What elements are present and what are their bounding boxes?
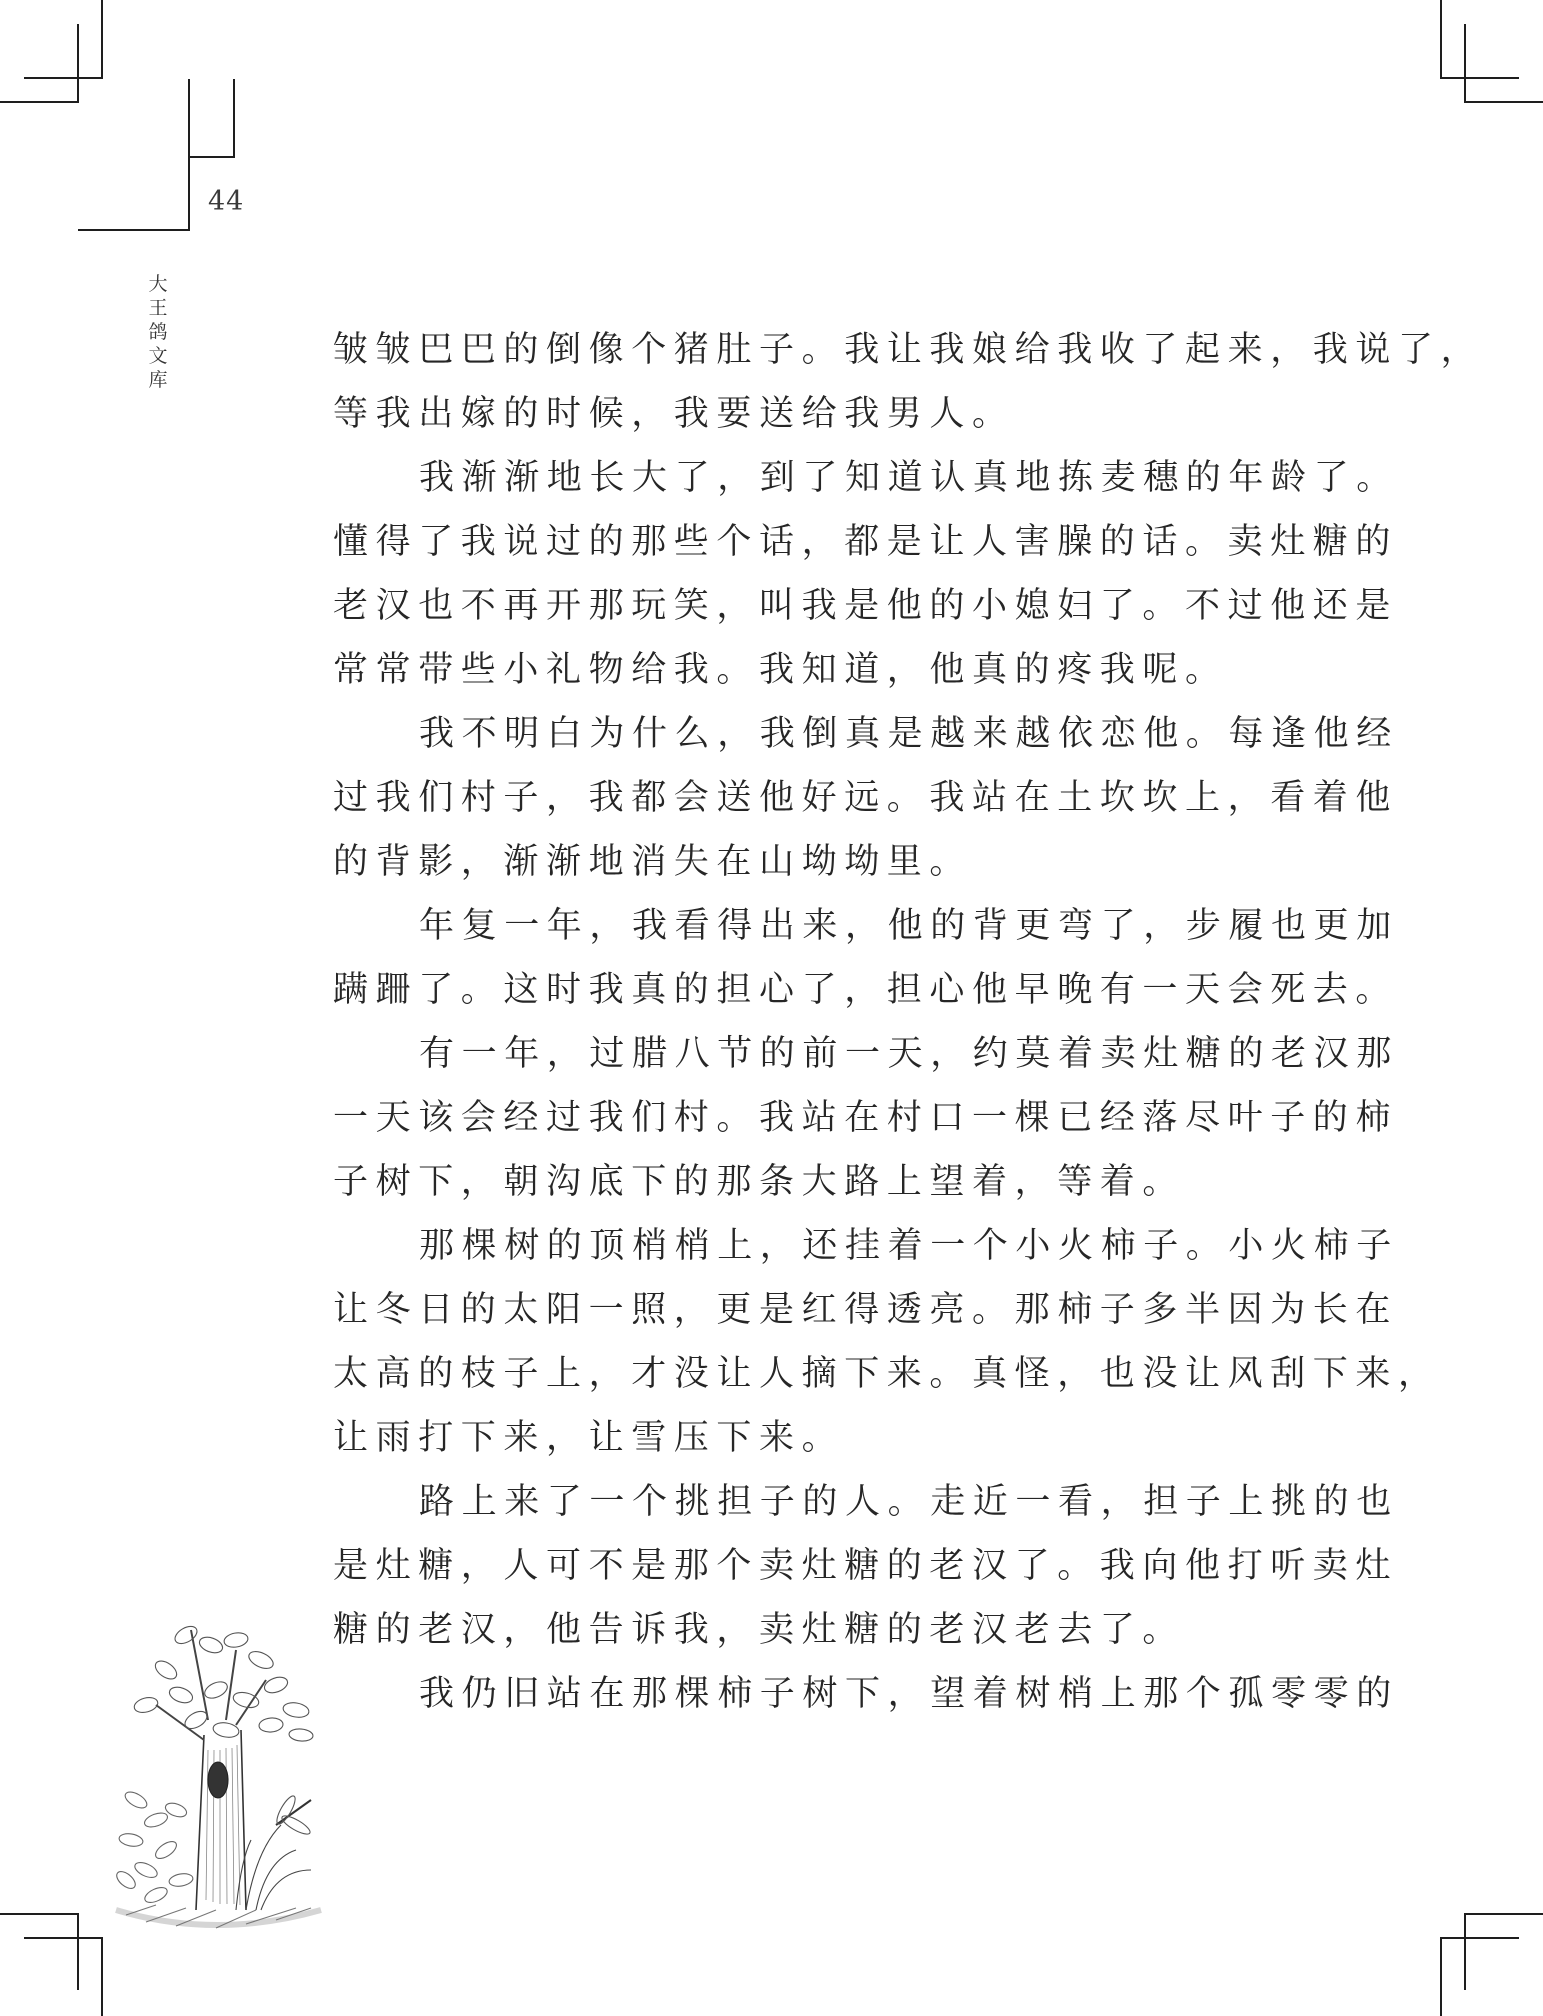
tree-illustration (96, 1610, 336, 1940)
crop-mark (1440, 0, 1442, 79)
text-line: 让雨打下来，让雪压下来。 (333, 1418, 845, 1458)
crop-mark (101, 0, 103, 79)
text-line: 我仍旧站在那棵柿子树下，望着树梢上那个孤零零的 (419, 1674, 1399, 1714)
text-line: 老汉也不再开那玩笑，叫我是他的小媳妇了。不过他还是 (333, 586, 1399, 626)
crop-mark (0, 101, 79, 103)
text-line: 常常带些小礼物给我。我知道，他真的疼我呢。 (333, 650, 1228, 690)
text-line: 一天该会经过我们村。我站在村口一棵已经落尽叶子的柿 (333, 1098, 1399, 1138)
text-line: 我渐渐地长大了，到了知道认真地拣麦穗的年龄了。 (419, 458, 1399, 498)
crop-mark (1464, 1913, 1543, 1915)
text-line: 有一年，过腊八节的前一天，约莫着卖灶糖的老汉那 (419, 1034, 1399, 1074)
text-line: 那棵树的顶梢梢上，还挂着一个小火柿子。小火柿子 (419, 1226, 1399, 1266)
text-line: 皱皱巴巴的倒像个猪肚子。我让我娘给我收了起来，我说了， (333, 330, 1484, 370)
crop-mark (1464, 1913, 1466, 1990)
crop-mark (77, 24, 79, 103)
crop-mark (77, 1913, 79, 1990)
text-line: 等我出嫁的时候，我要送给我男人。 (333, 394, 1015, 434)
text-line: 太高的枝子上，才没让人摘下来。真怪，也没让风刮下来， (333, 1354, 1441, 1394)
crop-mark (1464, 24, 1466, 103)
frame-line (78, 229, 190, 231)
frame-line (188, 156, 235, 158)
series-title: 大王鸽文库 (148, 273, 168, 391)
crop-mark (24, 77, 103, 79)
text-line: 让冬日的太阳一照，更是红得透亮。那柿子多半因为长在 (333, 1290, 1399, 1330)
text-line: 懂得了我说过的那些个话，都是让人害臊的话。卖灶糖的 (333, 522, 1399, 562)
body-text (333, 318, 1484, 1726)
text-line: 的背影，渐渐地消失在山坳坳里。 (333, 842, 973, 882)
crop-mark (101, 1937, 103, 2016)
text-line: 过我们村子，我都会送他好远。我站在土坎坎上，看着他 (333, 778, 1399, 818)
crop-mark (1464, 101, 1543, 103)
text-line: 子树下，朝沟底下的那条大路上望着，等着。 (333, 1162, 1186, 1202)
text-line: 年复一年，我看得出来，他的背更弯了，步履也更加 (419, 906, 1399, 946)
frame-line (188, 79, 190, 230)
crop-mark (24, 1937, 103, 1939)
crop-mark (1440, 77, 1519, 79)
text-line: 糖的老汉，他告诉我，卖灶糖的老汉老去了。 (333, 1610, 1186, 1650)
crop-mark (1440, 1937, 1519, 1939)
frame-line (233, 79, 235, 158)
text-line: 我不明白为什么，我倒真是越来越依恋他。每逢他经 (419, 714, 1399, 754)
page-number: 44 (208, 186, 245, 217)
crop-mark (0, 1913, 79, 1915)
text-line: 蹒跚了。这时我真的担心了，担心他早晚有一天会死去。 (333, 970, 1399, 1010)
crop-mark (1440, 1937, 1442, 2016)
text-line: 路上来了一个挑担子的人。走近一看，担子上挑的也 (419, 1482, 1399, 1522)
text-line: 是灶糖，人可不是那个卖灶糖的老汉了。我向他打听卖灶 (333, 1546, 1399, 1586)
